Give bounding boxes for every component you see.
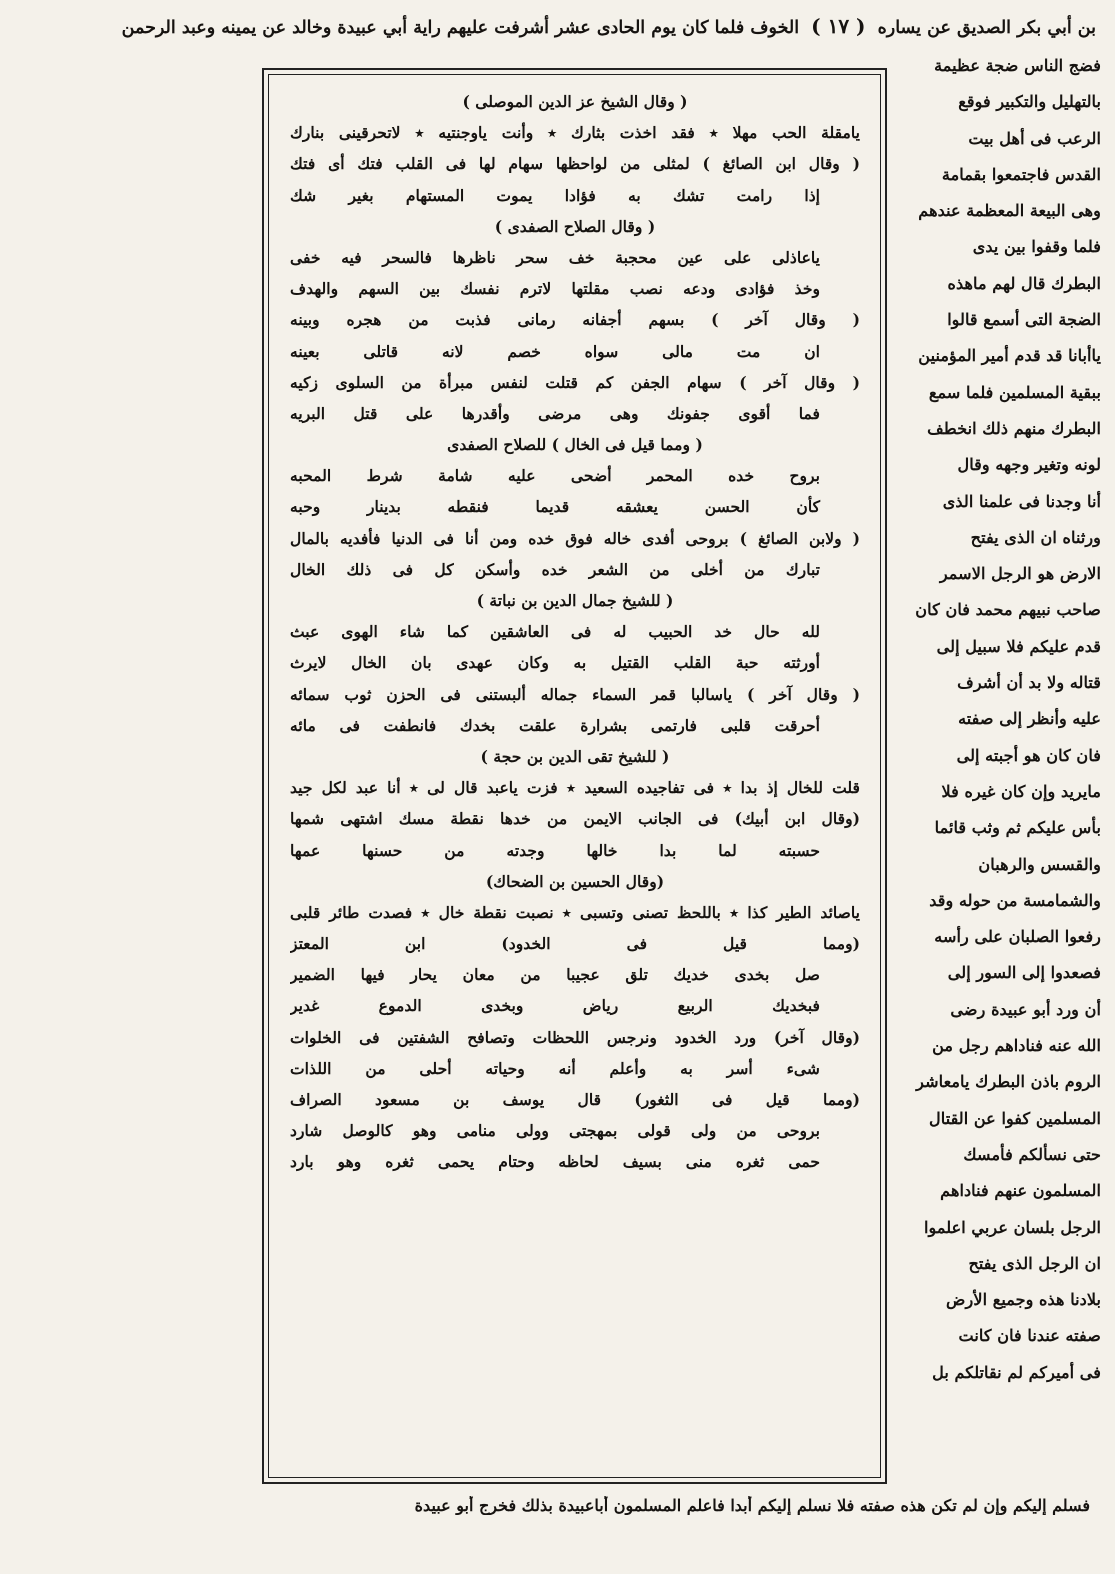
poem-verse: حمى ثغره منى بسيف لحاظه وحتام يحمى ثغره وهو بارد xyxy=(290,1152,820,1172)
header-text-left: الخوف فلما كان يوم الحادى عشر أشرفت عليهم راية أبي عبيدة وخالد عن يمينه وعبد الرحمن xyxy=(121,18,800,38)
margin-line: ان الرجل الذى يفتح xyxy=(968,1253,1101,1273)
margin-line: ياأبانا قد قدم أمير المؤمنين xyxy=(918,346,1101,366)
margin-line: والشمامسة من حوله وقد xyxy=(929,890,1101,910)
poem-verse: كأن الحسن يعشقه قديما فنقطه بدينار وحبه xyxy=(290,497,820,517)
poem-verse: أحرقت قلبى فارتمى بشرارة علقت بخدك فانطفت فى مائه xyxy=(290,715,820,735)
margin-line: فصعدوا إلى السور إلى xyxy=(947,963,1101,983)
margin-line: فان كان هو أجبته إلى xyxy=(956,745,1101,765)
poem-heading: ( وقال الشيخ عز الدين الموصلى ) xyxy=(462,92,688,111)
margin-line: المسلمين كفوا عن القتال xyxy=(929,1108,1101,1128)
margin-line: بلادنا هذه وجميع الأرض xyxy=(945,1290,1101,1310)
margin-line: البطرك منهم ذلك انخطف xyxy=(927,418,1101,438)
page-footer: فسلم إليكم وإن لم تكن هذه صفته فلا نسلم إليكم أبدا فاعلم المسلمون أباعبيدة بذلك فخرج أبو عبيدة xyxy=(414,1496,1090,1515)
poem-verse: وخذ فؤادى ودعه نصب مقلتها لاترم نفسك بين السهم والهدف xyxy=(290,279,820,299)
margin-line: قتاله ولا بد أن أشرف xyxy=(957,673,1101,693)
poem-verse: ( ولابن الصائغ ) بروحى أفدى خاله فوق خده ومن أنا فى الدنيا فأفديه بالمال xyxy=(290,528,860,548)
margin-line: بالتهليل والتكبير فوقع xyxy=(958,92,1101,112)
poem-verse: بروحى من ولى قولى بمهجتى وولى منامى وهو كالوصل شارد xyxy=(290,1121,820,1141)
margin-column xyxy=(885,48,1101,1391)
poem-verse: ان مت مالى سواه خصم لانه قاتلى بعينه xyxy=(290,341,820,361)
margin-line: فضج الناس ضجة عظيمة xyxy=(934,56,1101,75)
poem-verse: لله حال خد الحبيب له فى العاشقين كما شاء الهوى عبث xyxy=(290,622,820,642)
margin-line: فى أميركم لم نقاتلكم بل xyxy=(932,1362,1101,1382)
header-text-right: بن أبي بكر الصديق عن يساره xyxy=(877,18,1096,38)
poem-verse: (ومما قيل فى الخدود) ابن المعتز xyxy=(290,934,860,954)
margin-line: البطرك قال لهم ماهذه xyxy=(947,273,1101,293)
margin-line: وهى البيعة المعظمة عندهم xyxy=(918,201,1101,221)
poem-verse: ياصائد الطير كذا ٭ باللحظ تصنى وتسبى ٭ نصبت نقطة خال ٭ فصدت طائر قلبى xyxy=(290,902,860,922)
poem-verse: (وقال ابن أبيك) فى الجانب الايمن من خدها نقطة مسك اشتهى شمها xyxy=(290,809,860,829)
margin-line: ببقية المسلمين فلما سمع xyxy=(928,382,1101,402)
page-number: ( ١٧ ) xyxy=(811,14,866,38)
poem-heading: (وقال الحسين بن الضحاك) xyxy=(485,871,665,891)
poem-verse: ( وقال ابن الصائغ ) لمثلى من لواحظها سهام لها فى القلب فتك أى فتك xyxy=(290,154,860,174)
poem-heading: ( للشيخ جمال الدين بن نباتة ) xyxy=(476,591,674,610)
margin-line: بأس عليكم ثم وثب قائما xyxy=(934,818,1101,838)
poem-verse: يامقلة الحب مهلا ٭ فقد اخذت بثارك ٭ وأنت ياوجنتيه ٭ لاتحرقينى بنارك xyxy=(290,123,860,143)
margin-line: ورثناه ان الذى يفتح xyxy=(970,527,1101,547)
margin-line: الرعب فى أهل بيت xyxy=(968,128,1101,148)
margin-line: عليه وأنظر إلى صفته xyxy=(958,709,1101,729)
poem-column xyxy=(290,86,860,1178)
margin-line: الضجة التى أسمع قالوا xyxy=(947,310,1101,330)
poem-verse: بروح خده المحمر أضحى عليه شامة شرط المحبه xyxy=(290,466,820,486)
poem-verse: ( وقال آخر ) ياسالبا قمر السماء جماله ألبستنى فى الحزن ثوب سمائه xyxy=(290,684,860,704)
margin-line: الارض هو الرجل الاسمر xyxy=(939,564,1101,584)
margin-line: مايريد وإن كان غيره فلا xyxy=(941,781,1101,801)
poem-heading: ( ومما قيل فى الخال ) للصلاح الصفدى xyxy=(447,435,703,455)
poem-verse: (ومما قيل فى الثغور) قال يوسف بن مسعود الصراف xyxy=(290,1090,860,1109)
poem-heading: ( للشيخ تقى الدين بن حجة ) xyxy=(480,746,670,766)
margin-line: فلما وقفوا بين يدى xyxy=(972,237,1101,257)
poem-verse: فبخديك الربيع رياض وبخدى الدموع غدير xyxy=(290,996,820,1016)
margin-line: الله عنه فناداهم رجل من xyxy=(932,1036,1101,1056)
margin-line: حتى نسألكم فأمسك xyxy=(963,1144,1101,1164)
poem-verse: أورثته حبة القلب القتيل به وكان عهدى بان الخال لايرث xyxy=(290,653,820,673)
poem-verse: حسبته لما بدا خالها وجدته من حسنها عمها xyxy=(290,840,820,860)
poem-verse: (وقال آخر) ورد الخدود ونرجس اللحظات وتصافح الشفتين فى الخلوات xyxy=(290,1027,860,1047)
poem-verse: ( وقال آخر ) سهام الجفن كم قتلت لنفس مبرأة من السلوى زكيه xyxy=(290,372,860,392)
margin-line: والقسس والرهبان xyxy=(978,854,1101,874)
page-header xyxy=(28,14,1096,38)
margin-line: صاحب نبيهم محمد فان كان xyxy=(915,600,1101,620)
poem-verse: فما أقوى جفونك وهى مرضى وأقدرها على قتل البريه xyxy=(290,403,820,423)
poem-verse: تبارك من أخلى من الشعر خده وأسكن كل فى ذلك الخال xyxy=(290,559,820,579)
margin-line: لونه وتغير وجهه وقال xyxy=(957,455,1101,475)
poem-heading: ( وقال الصلاح الصفدى ) xyxy=(494,216,656,236)
margin-line: قدم عليكم فلا سبيل إلى xyxy=(936,636,1101,656)
margin-line: أن ورد أبو عبيدة رضى xyxy=(950,999,1101,1019)
margin-line: أنا وجدنا فى علمنا الذى xyxy=(942,491,1101,511)
margin-line: صفته عندنا فان كانت xyxy=(958,1326,1101,1346)
margin-line: رفعوا الصلبان على رأسه xyxy=(934,927,1101,947)
margin-line: القدس فاجتمعوا بقمامة xyxy=(941,164,1101,184)
poem-verse: قلت للخال إذ بدا ٭ فى تفاجيده السعيد ٭ فزت ياعبد قال لى ٭ أنا عبد لكل جيد xyxy=(290,778,860,798)
margin-line: الروم باذن البطرك يامعاشر xyxy=(916,1072,1101,1092)
poem-verse: إذا رامت تشك به فؤادا يموت المستهام بغير شك xyxy=(290,185,820,205)
poem-verse: ياعاذلى على عين محجبة خف سحر ناظرها فالسحر فيه خفى xyxy=(290,247,820,267)
poem-verse: شىء أسر به وأعلم أنه وحياته أحلى من اللذات xyxy=(290,1058,820,1078)
poem-verse: ( وقال آخر ) بسهم أجفانه رمانى فذبت من هجره وبينه xyxy=(290,310,860,330)
poem-verse: صل بخدى خديك تلق عجيبا من معان يحار فيها الضمير xyxy=(290,965,820,985)
margin-line: الرجل بلسان عربي اعلموا xyxy=(924,1217,1101,1237)
margin-line: المسلمون عنهم فناداهم xyxy=(940,1181,1101,1201)
